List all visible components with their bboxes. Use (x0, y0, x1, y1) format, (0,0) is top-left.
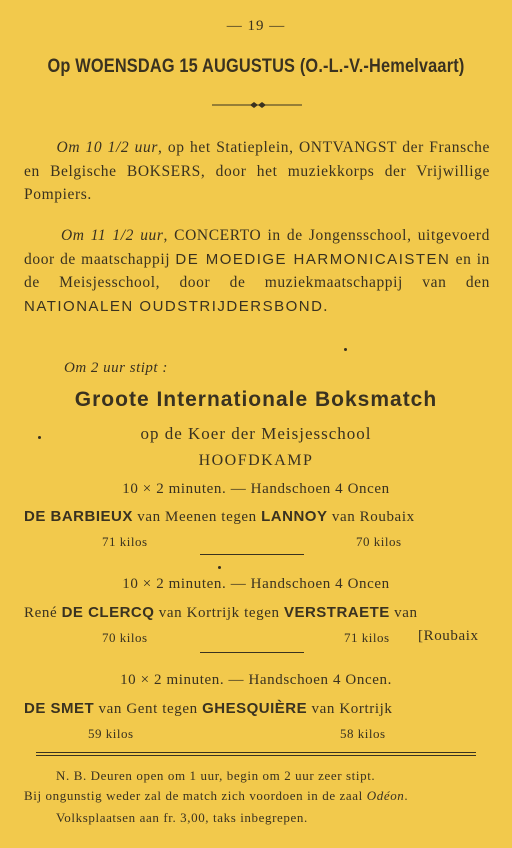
bout-2-fighter-a-firstname: René (24, 605, 58, 621)
match-time: Om 2 uur stipt : (64, 360, 168, 376)
bout-1-fighter-a-weight: 71 kilos (102, 534, 148, 549)
concert-paragraph (24, 224, 490, 318)
bout-1-fighter-b: LANNOY (261, 508, 328, 525)
bout-1-line (24, 508, 415, 526)
bout-1-fighter-a-origin: van Meenen (137, 509, 217, 525)
note-line-2-text: Bij ongunstig weder zal de match zich voordoen in de zaal (24, 788, 367, 803)
bout-3-fighter-a-weight: 59 kilos (88, 726, 134, 741)
bout-2-line (24, 604, 418, 622)
concert-text-c: . (323, 297, 328, 315)
bout-2-versus: tegen (244, 605, 280, 621)
note-line-3: Volksplaatsen aan fr. 3,00, taks inbegrepen. (56, 810, 308, 825)
concert-time: Om 11 1/2 uur (60, 227, 164, 244)
bout-2-fighter-a-origin: van Kortrijk (158, 605, 240, 621)
bout-1-rounds: 10 × 2 minuten. — Handschoen 4 Oncen (122, 481, 390, 497)
bout-1-versus: tegen (221, 509, 257, 525)
speck (218, 566, 221, 569)
concert-text-b: en in de Meisjesschool, door de muziekmaatschappij van den (24, 250, 490, 291)
bout-2-fighter-b-city: [Roubaix (418, 628, 479, 644)
reception-text: , op het Statieplein, ONTVANGST der Fransche en Belgische BOKSERS, door het muziekkorps der Vrijwillige Pompiers. (24, 139, 491, 203)
bout-3-line (24, 700, 392, 718)
note-line-2-end: . (404, 788, 409, 803)
bout-1-fighter-a: DE BARBIEUX (24, 508, 133, 525)
day-heading: Op WOENSDAG 15 AUGUSTUS (O.-L.-V.-Hemelvaart) (47, 56, 465, 77)
bout-2-fighter-a-weight: 70 kilos (102, 630, 148, 645)
bout-2-fighter-a: DE CLERCQ (61, 604, 155, 621)
ornament-divider (212, 98, 302, 112)
match-place: op de Koer der Meisjesschool (140, 424, 372, 443)
bout-3-rounds: 10 × 2 minuten. — Handschoen 4 Oncen. (120, 672, 392, 688)
bout-separator (200, 554, 304, 555)
speck (344, 348, 347, 351)
bout-1-fighter-b-origin: van Roubaix (331, 509, 415, 525)
org-oudstrijdersbond: NATIONALEN OUDSTRIJDERSBOND (24, 297, 324, 315)
page-number: — 19 — (226, 18, 286, 34)
bout-2-rounds: 10 × 2 minuten. — Handschoen 4 Oncen (122, 576, 390, 592)
note-separator-double (36, 755, 476, 756)
reception-time: Om 10 1/2 uur (56, 139, 159, 156)
note-separator (36, 752, 476, 753)
bout-3-fighter-a: DE SMET (24, 700, 95, 717)
bout-2-fighter-b-origin: van (394, 605, 418, 621)
bout-2-fighter-b: VERSTRAETE (283, 604, 390, 621)
note-venue-odeon: Odéon (366, 788, 405, 803)
bout-3-fighter-b-weight: 58 kilos (340, 726, 386, 741)
bout-3-versus: tegen (162, 701, 198, 717)
main-event-label: HOOFDKAMP (198, 452, 314, 469)
bout-3-fighter-a-origin: van Gent (98, 701, 158, 717)
note-line-2 (24, 788, 408, 804)
bout-separator (200, 652, 304, 653)
bout-2-fighter-b-weight: 71 kilos (344, 630, 390, 645)
match-title: Groote Internationale Boksmatch (74, 388, 438, 411)
org-harmonicaisten: DE MOEDIGE HARMONICAISTEN (175, 250, 451, 268)
note-line-1: N. B. Deuren open om 1 uur, begin om 2 uur zeer stipt. (56, 768, 376, 783)
reception-paragraph (24, 136, 490, 207)
bout-3-fighter-b-origin: van Kortrijk (311, 701, 393, 717)
concert-text-a: , CONCERTO in de Jongensschool, uitgevoerd door de maatschappij (24, 227, 490, 268)
bout-1-fighter-b-weight: 70 kilos (356, 534, 402, 549)
bout-3-fighter-b: GHESQUIÈRE (202, 700, 308, 717)
